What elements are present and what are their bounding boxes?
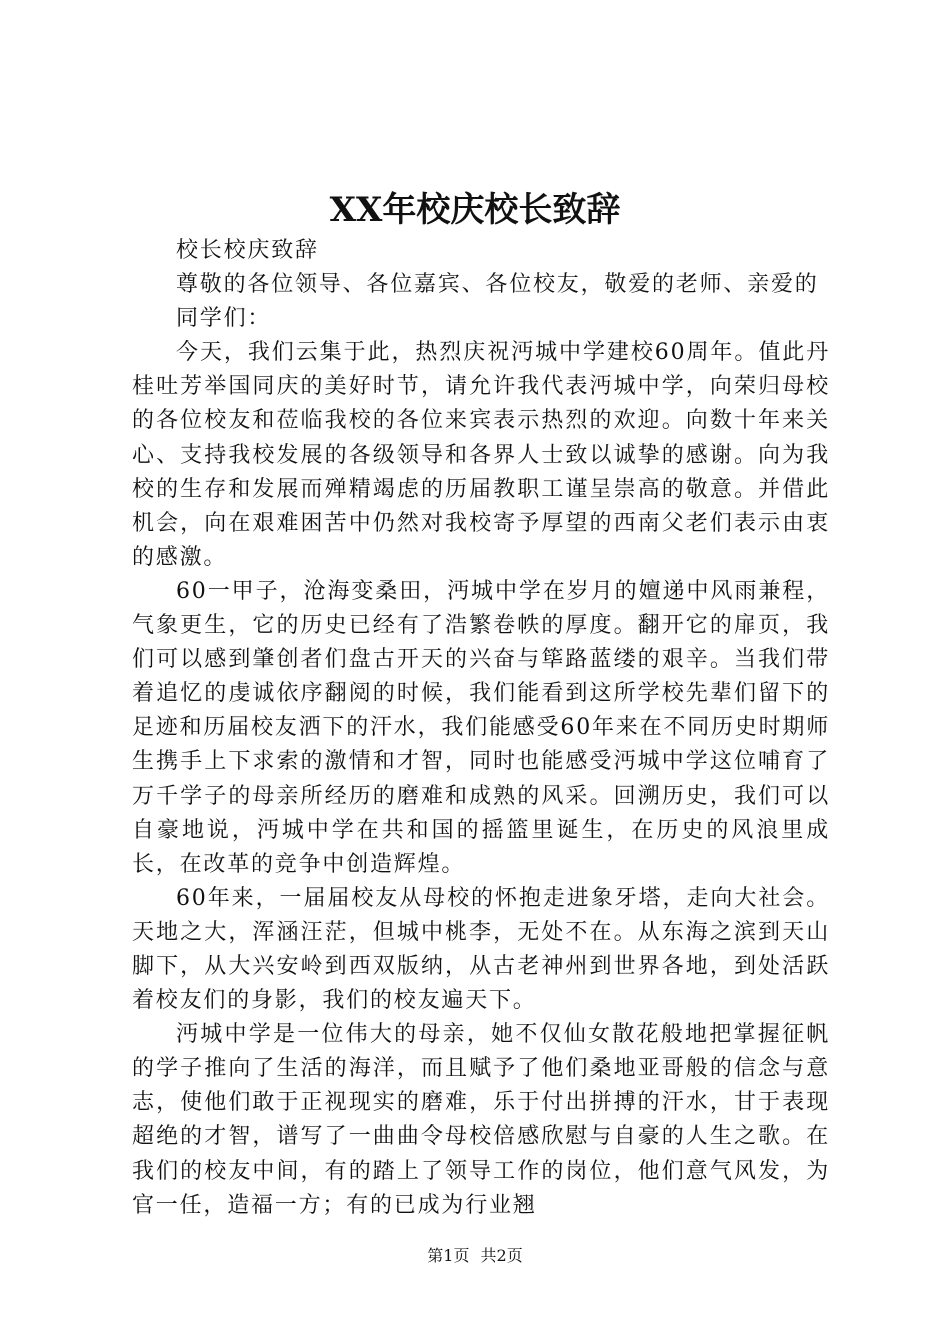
paragraph-salutation: 尊敬的各位领导、各位嘉宾、各位校友，敬爱的老师、亲爱的 xyxy=(176,272,819,298)
page-footer xyxy=(0,1244,950,1268)
page-total: 共2页 xyxy=(480,1246,523,1265)
paragraph-alumni: 60年来，一届届校友从母校的怀抱走进象牙塔，走向大社会。天地之大，浑涵汪茫，但城中桃李，无处不在。从东海之滨到天山脚下，从大兴安岭到西双版纳，从古老神州到世界各地，到处活跃着校友们的身影，我们的校友遍天下。 xyxy=(132,885,830,1014)
document-body xyxy=(132,234,830,1223)
page-number: 第1页 xyxy=(427,1246,470,1265)
paragraph-salutation-cont: 同学们： xyxy=(176,306,272,332)
document-title: XX年校庆校长致辞 xyxy=(329,190,621,230)
paragraph-history: 60一甲子，沧海变桑田，沔城中学在岁月的嬗递中风雨兼程，气象更生，它的历史已经有了浩繁卷帙的厚度。翻开它的扉页，我们可以感到肇创者们盘古开天的兴奋与筚路蓝缕的艰辛。当我们带着追忆的虔诚依序翻阅的时候，我们能看到这所学校先辈们留下的足迹和历届校友洒下的汗水，我们能感受60年来在不同历史时期师生携手上下求索的激情和才智，同时也能感受沔城中学这位哺育了万千学子的母亲所经历的磨难和成熟的风采。回溯历史，我们可以自豪地说，沔城中学在共和国的摇篮里诞生，在历史的风浪里成长，在改革的竞争中创造辉煌。 xyxy=(132,578,830,877)
paragraph-welcome: 今天，我们云集于此，热烈庆祝沔城中学建校60周年。值此丹桂吐芳举国同庆的美好时节，请允许我代表沔城中学，向荣归母校的各位校友和莅临我校的各位来宾表示热烈的欢迎。向数十年来关心、支持我校发展的各级领导和各界人士致以诚挚的感谢。向为我校的生存和发展而殚精竭虑的历届教职工谨呈崇高的敬意。并借此机会，向在艰难困苦中仍然对我校寄予厚望的西南父老们表示由衷的感激。 xyxy=(132,340,830,570)
paragraph-heading: 校长校庆致辞 xyxy=(176,238,319,263)
paragraph-mother-school: 沔城中学是一位伟大的母亲，她不仅仙女散花般地把掌握征帆的学子推向了生活的海洋，而且赋予了他们桑地亚哥般的信念与意志，使他们敢于正视现实的磨难，乐于付出拼搏的汗水，甘于表现超绝的才智，谱写了一曲曲令母校倍感欣慰与自豪的人生之歌。在我们的校友中间，有的踏上了领导工作的岗位，他们意气风发，为官一任，造福一方；有的已成为行业翘 xyxy=(132,1022,830,1218)
